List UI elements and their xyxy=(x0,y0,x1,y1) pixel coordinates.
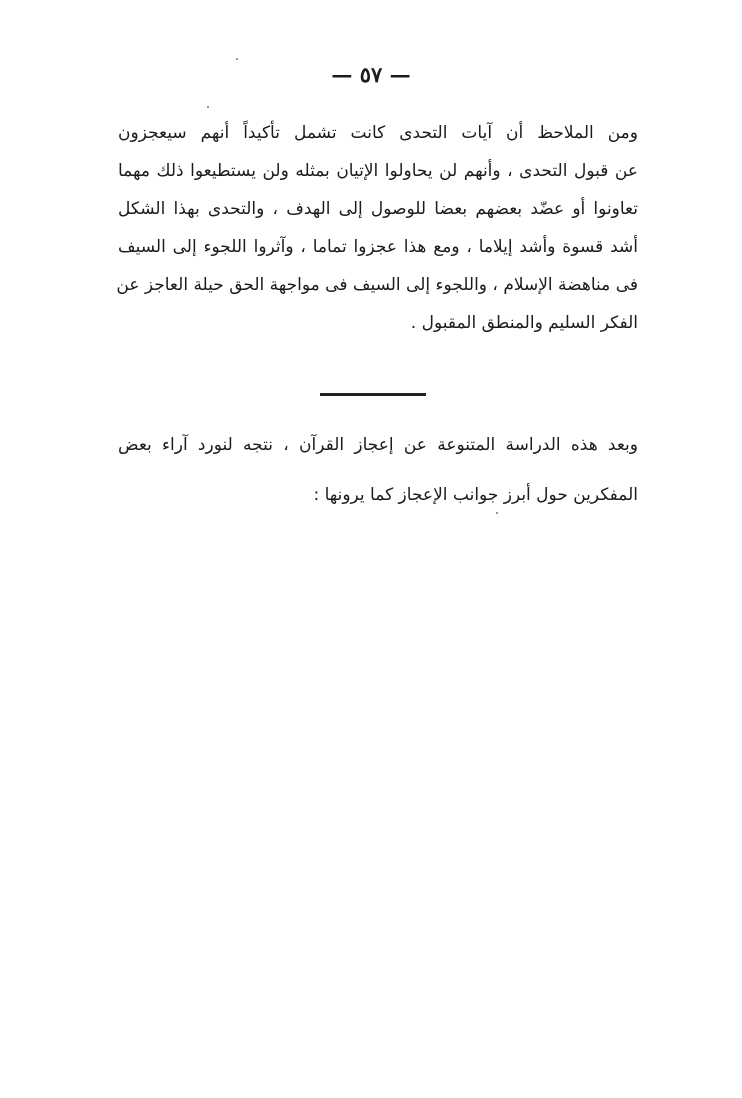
text-line: ومن الملاحظ أن آيات التحدى كانت تشمل تأكيداً أنهم سيعجزون xyxy=(118,123,638,143)
text-line: المفكرين حول أبرز جوانب الإعجاز كما يرونها : xyxy=(313,485,638,505)
text-line: أشد قسوة وأشد إيلاما ، ومع هذا عجزوا تماما ، وآثروا اللجوء إلى السيف xyxy=(118,237,638,257)
section-divider xyxy=(320,393,426,396)
scan-speck xyxy=(236,58,238,60)
paragraph-1 xyxy=(118,114,638,342)
text-line: عن قبول التحدى ، وأنهم لن يحاولوا الإتيان بمثله ولن يستطيعوا ذلك مهما xyxy=(118,161,638,181)
scan-speck xyxy=(207,106,209,108)
scan-speck xyxy=(496,512,498,514)
paragraph-2 xyxy=(118,420,638,520)
text-line: تعاونوا أو عضّد بعضهم بعضا للوصول إلى الهدف ، والتحدى بهذا الشكل xyxy=(118,199,638,219)
text-line: وبعد هذه الدراسة المتنوعة عن إعجاز القرآن ، نتجه لنورد آراء بعض xyxy=(118,435,638,455)
page-number: — ٥٧ — xyxy=(331,62,411,87)
text-line: فى مناهضة الإسلام ، واللجوء إلى السيف فى مواجهة الحق حيلة العاجز عن xyxy=(116,275,638,295)
text-line: الفكر السليم والمنطق المقبول . xyxy=(410,313,638,333)
